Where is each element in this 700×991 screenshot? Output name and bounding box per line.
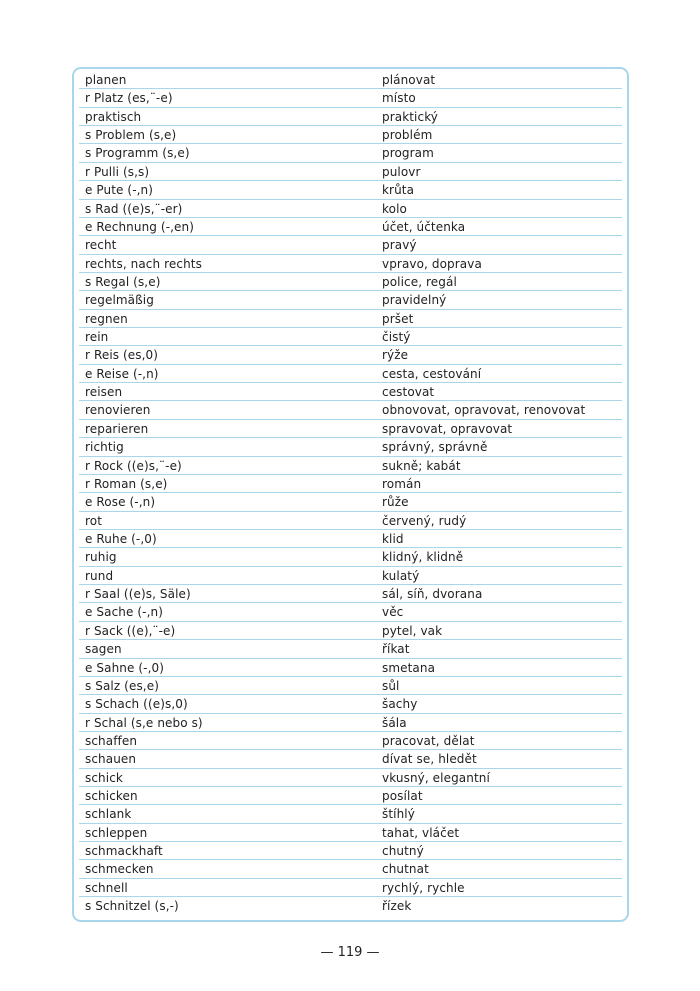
german-term: e Rechnung (-,en) <box>85 219 195 234</box>
vocabulary-row <box>79 181 622 199</box>
german-term: e Sache (-,n) <box>85 605 163 620</box>
czech-translation: posílat <box>382 789 423 804</box>
vocabulary-row <box>79 273 622 291</box>
czech-translation: praktický <box>382 109 439 124</box>
czech-translation: pulovr <box>382 164 421 179</box>
german-term: schnell <box>85 880 128 895</box>
german-term: s Problem (s,e) <box>85 128 177 143</box>
vocabulary-row <box>79 769 622 787</box>
german-term: e Sahne (-,0) <box>85 660 165 675</box>
german-term: schauen <box>85 752 137 767</box>
german-term: rechts, nach rechts <box>85 256 202 271</box>
czech-translation: pravý <box>382 238 417 253</box>
czech-translation: rýže <box>382 348 409 363</box>
german-term: r Rock ((e)s,¨-e) <box>85 458 182 473</box>
german-term: recht <box>85 238 117 253</box>
czech-translation: chutný <box>382 844 424 859</box>
vocabulary-row <box>79 512 622 530</box>
vocabulary-row <box>79 842 622 860</box>
german-term: s Salz (es,e) <box>85 678 159 693</box>
german-term: schick <box>85 770 123 785</box>
german-term: rot <box>85 513 103 528</box>
german-term: rund <box>85 568 114 583</box>
czech-translation: tahat, vláčet <box>382 825 460 840</box>
vocabulary-row <box>79 530 622 548</box>
vocabulary-row <box>79 218 622 236</box>
german-term: r Platz (es,¨-e) <box>85 91 173 106</box>
vocabulary-row <box>79 603 622 621</box>
german-term: sagen <box>85 642 122 657</box>
vocabulary-rows <box>79 71 622 916</box>
german-term: s Regal (s,e) <box>85 274 161 289</box>
german-term: schaffen <box>85 733 138 748</box>
vocabulary-row <box>79 144 622 162</box>
czech-translation: místo <box>382 91 416 106</box>
vocabulary-row <box>79 310 622 328</box>
vocabulary-row <box>79 787 622 805</box>
vocabulary-row <box>79 328 622 346</box>
czech-translation: román <box>382 476 422 491</box>
czech-translation: říkat <box>382 642 410 657</box>
german-term: regnen <box>85 311 128 326</box>
czech-translation: kulatý <box>382 568 420 583</box>
czech-translation: správný, správně <box>382 440 488 455</box>
czech-translation: spravovat, opravovat <box>382 421 513 436</box>
czech-translation: police, regál <box>382 274 457 289</box>
czech-translation: štíhlý <box>382 807 415 822</box>
german-term: ruhig <box>85 550 117 565</box>
german-term: r Sack ((e),¨-e) <box>85 623 176 638</box>
german-term: r Saal ((e)s, Säle) <box>85 587 191 602</box>
german-term: schlank <box>85 807 132 822</box>
czech-translation: program <box>382 146 434 161</box>
czech-translation: klidný, klidně <box>382 550 464 565</box>
vocabulary-row <box>79 714 622 732</box>
vocabulary-row <box>79 475 622 493</box>
vocabulary-row <box>79 677 622 695</box>
czech-translation: čistý <box>382 330 411 345</box>
czech-translation: věc <box>382 605 404 620</box>
vocabulary-row <box>79 108 622 126</box>
vocabulary-row <box>79 695 622 713</box>
czech-translation: pytel, vak <box>382 623 443 638</box>
vocabulary-row <box>79 383 622 401</box>
czech-translation: šachy <box>382 697 418 712</box>
czech-translation: plánovat <box>382 73 436 87</box>
vocabulary-row <box>79 750 622 768</box>
vocabulary-row <box>79 640 622 658</box>
german-term: rein <box>85 330 109 345</box>
vocabulary-row <box>79 71 622 89</box>
german-term: s Rad ((e)s,¨-er) <box>85 201 183 216</box>
czech-translation: sál, síň, dvorana <box>382 587 483 602</box>
german-term: e Pute (-,n) <box>85 183 154 198</box>
czech-translation: růže <box>382 495 409 510</box>
czech-translation: smetana <box>382 660 436 675</box>
czech-translation: červený, rudý <box>382 513 467 528</box>
vocabulary-row <box>79 805 622 823</box>
german-term: e Ruhe (-,0) <box>85 531 157 546</box>
vocabulary-row <box>79 163 622 181</box>
german-term: e Rose (-,n) <box>85 495 156 510</box>
german-term: reisen <box>85 385 123 400</box>
german-term: s Schnitzel (s,-) <box>85 899 179 914</box>
vocabulary-row <box>79 438 622 456</box>
czech-translation: pravidelný <box>382 293 447 308</box>
german-term: r Schal (s,e nebo s) <box>85 715 203 730</box>
vocabulary-row <box>79 291 622 309</box>
vocabulary-row <box>79 420 622 438</box>
czech-translation: cesta, cestování <box>382 366 482 381</box>
czech-translation: pršet <box>382 311 414 326</box>
german-term: s Programm (s,e) <box>85 146 190 161</box>
czech-translation: sukně; kabát <box>382 458 461 473</box>
german-term: schmackhaft <box>85 844 163 859</box>
german-term: reparieren <box>85 421 149 436</box>
german-term: schicken <box>85 789 138 804</box>
german-term: r Pulli (s,s) <box>85 164 150 179</box>
czech-translation: účet, účtenka <box>382 219 466 234</box>
vocabulary-row <box>79 401 622 419</box>
vocabulary-row <box>79 897 622 915</box>
czech-translation: pracovat, dělat <box>382 733 475 748</box>
czech-translation: rychlý, rychle <box>382 880 465 895</box>
czech-translation: dívat se, hledět <box>382 752 477 767</box>
german-term: planen <box>85 73 127 87</box>
vocabulary-row <box>79 493 622 511</box>
vocabulary-row <box>79 548 622 566</box>
vocabulary-row <box>79 659 622 677</box>
czech-translation: problém <box>382 128 433 143</box>
vocabulary-row <box>79 860 622 878</box>
page-number: — 119 — <box>320 945 380 960</box>
czech-translation: vkusný, elegantní <box>382 770 490 785</box>
czech-translation: řízek <box>382 899 412 914</box>
vocabulary-row <box>79 200 622 218</box>
vocabulary-row <box>79 585 622 603</box>
german-term: richtig <box>85 440 124 455</box>
czech-translation: šála <box>382 715 407 730</box>
german-term: praktisch <box>85 109 142 124</box>
vocabulary-row <box>79 255 622 273</box>
czech-translation: kolo <box>382 201 407 216</box>
german-term: renovieren <box>85 403 151 418</box>
german-term: r Reis (es,0) <box>85 348 159 363</box>
vocabulary-row <box>79 457 622 475</box>
vocabulary-row <box>79 236 622 254</box>
german-term: e Reise (-,n) <box>85 366 159 381</box>
czech-translation: sůl <box>382 678 400 693</box>
vocabulary-table <box>72 67 629 922</box>
german-term: regelmäßig <box>85 293 154 308</box>
vocabulary-row <box>79 622 622 640</box>
czech-translation: klid <box>382 531 404 546</box>
vocabulary-row <box>79 824 622 842</box>
german-term: s Schach ((e)s,0) <box>85 697 188 712</box>
czech-translation: chutnat <box>382 862 429 877</box>
german-term: r Roman (s,e) <box>85 476 168 491</box>
czech-translation: obnovovat, opravovat, renovovat <box>382 403 586 418</box>
vocabulary-row <box>79 879 622 897</box>
czech-translation: cestovat <box>382 385 435 400</box>
vocabulary-row <box>79 365 622 383</box>
vocabulary-row <box>79 126 622 144</box>
german-term: schleppen <box>85 825 148 840</box>
vocabulary-row <box>79 567 622 585</box>
czech-translation: vpravo, doprava <box>382 256 482 271</box>
czech-translation: krůta <box>382 183 415 198</box>
vocabulary-row <box>79 732 622 750</box>
vocabulary-row <box>79 346 622 364</box>
vocabulary-row <box>79 89 622 107</box>
german-term: schmecken <box>85 862 154 877</box>
